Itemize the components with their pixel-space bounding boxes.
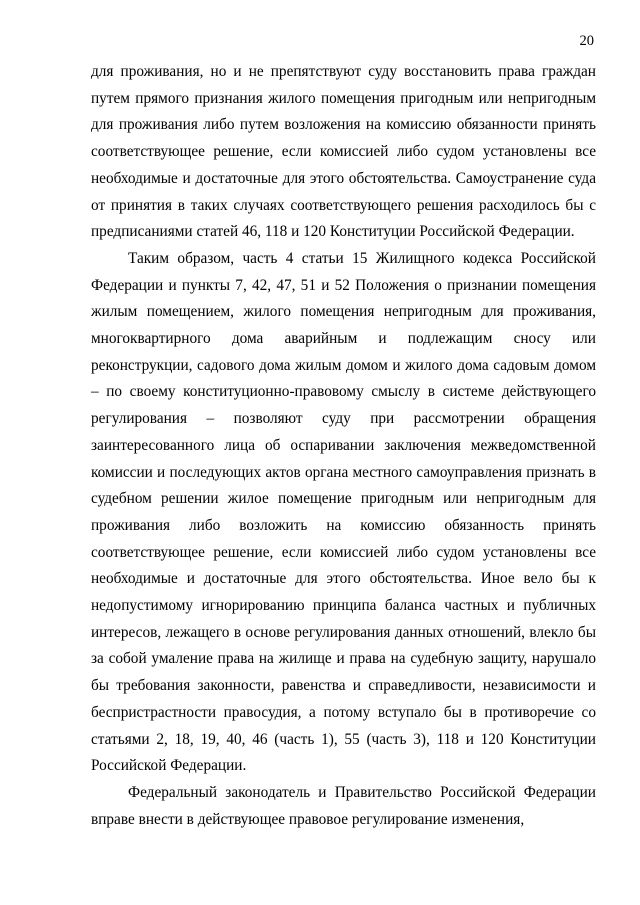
paragraph-2: Таким образом, часть 4 статьи 15 Жилищного кодекса Российской Федерации и пункты 7, 42, 47, 51 и 52 Положения о признании помещения жилым помещением, жилого помещения непригодным для проживания, многоквартирного дома аварийным и подлежащим сносу или реконструкции, садового дома жилым домом и жилого дома садовым домом – по своему конституционно-правовому смыслу в системе действующего регулирования – позволяют суду при рассмотрении обращения заинтересованного лица об оспаривании заключения межведомственной комиссии и последующих актов органа местного самоуправления признать в судебном решении жилое помещение пригодным или непригодным для проживания либо возложить на комиссию обязанность принять соответствующее решение, если комиссией либо судом установлены все необходимые и достаточные для этого обстоятельства. Иное вело бы к недопустимому игнорированию принципа баланса частных и публичных интересов, лежащего в основе регулирования данных отношений, влекло бы за собой умаление права на жилище и права на судебную защиту, нарушало бы требования законности, равенства и справедливости, независимости и беспристрастности правосудия, а потому вступало бы в противоречие со статьями 2, 18, 19, 40, 46 (часть 1), 55 (часть 3), 118 и 120 Конституции Российской Федерации. <box>91 249 596 775</box>
paragraph-1: для проживания, но и не препятствуют суду восстановить права граждан путем прямого признания жилого помещения пригодным или непригодным для проживания либо путем возложения на комиссию обязанности принять соответствующее решение, если комиссией либо судом установлены все необходимые и достаточные для этого обстоятельства. Самоустранение суда от принятия в таких случаях соответствующего решения расходилось бы с предписаниями статей 46, 118 и 120 Конституции Российской Федерации. <box>91 63 596 241</box>
page-number: 20 <box>579 33 594 49</box>
body-text <box>91 59 596 833</box>
paragraph-3: Федеральный законодатель и Правительство Российской Федерации вправе внести в действующее правовое регулирование изменения, <box>91 783 596 828</box>
